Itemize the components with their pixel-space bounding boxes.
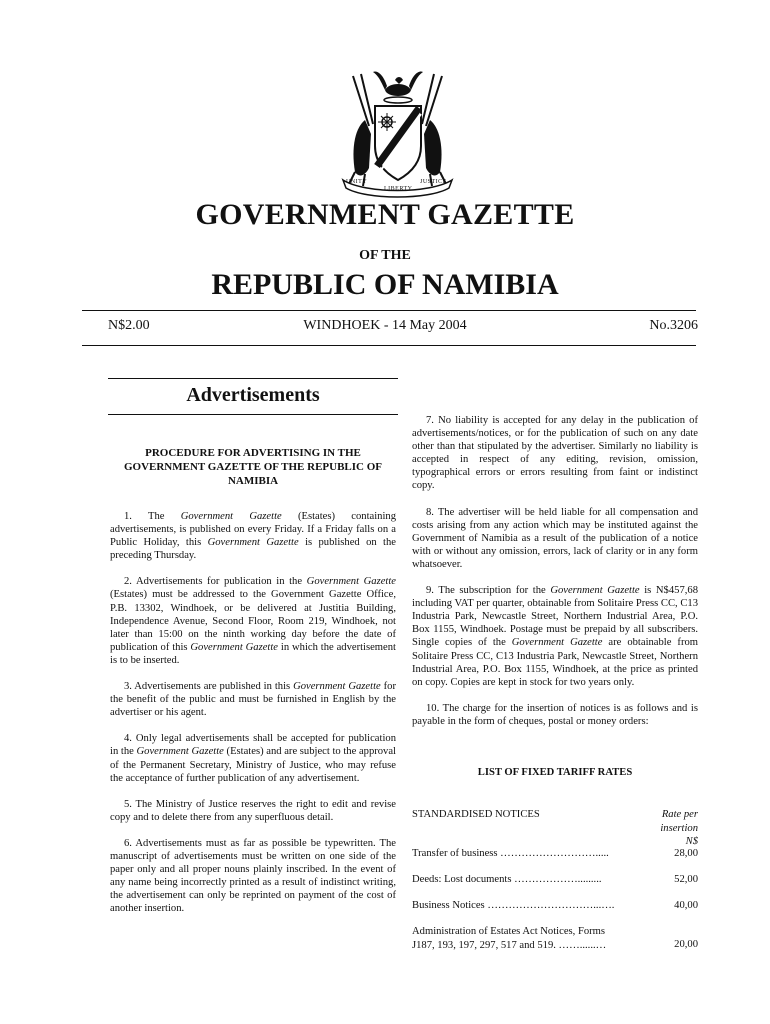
rate-header-line: insertion xyxy=(660,822,698,834)
paragraph: 5. The Ministry of Justice reserves the right to edit and revise copy and to delete there from any superfluous detail. xyxy=(110,798,396,823)
paragraph: 3. Advertisements are published in this Government Gazette for the benefit of the public and must be furnished in English by the advertiser or his agent. xyxy=(110,681,396,719)
tariff-col-rate xyxy=(638,808,698,849)
masthead-rule-top xyxy=(82,310,696,311)
paragraph: 9. The subscription for the Government Gazette is N$457,68 including VAT per quarter, obtainable from Solitaire Press CC, C13 Industria Park, Newcastle Street, Northern Industrial Area, P.O. Box 1155, Windhoek. Postage must be prepaid by all subscribers. Single copies of the Government Gazette are obtainable from Solitaire Press CC, C13 Industria Park, Newcastle Street, Northern Industrial Area, P.O. Box 1155, Windhoek, at the price as printed on copy. Copies are kept in stock for two years only. xyxy=(412,585,699,688)
paragraph: 6. Advertisements must as far as possible be typewritten. The manuscript of advertisements must be written on one side of the paper only and all proper nouns plainly inscribed. In the event of any name being incorrectly printed as a result of indistinct writing, the advertisement can only be reprinted on payment of the cost of another insertion. xyxy=(110,837,396,915)
paragraph: 4. Only legal advertisements shall be accepted for publication in the Government Gazette (Estates) and are subject to the approval of the Permanent Secretary, Ministry of Justice, who may refuse the acceptance of further publication of any advertisement. xyxy=(110,733,397,784)
procedure-heading: PROCEDURE FOR ADVERTISING IN THE GOVERNMENT GAZETTE OF THE REPUBLIC OF NAMIBIA xyxy=(123,447,383,487)
gazette-of-the: OF THE xyxy=(359,248,411,263)
issue-price: N$2.00 xyxy=(108,318,150,333)
crest-motto-liberty: LIBERTY xyxy=(384,186,413,192)
gazette-republic: REPUBLIC OF NAMIBIA xyxy=(211,268,559,301)
rate-header-line: Rate per xyxy=(661,809,698,820)
paragraph: 2. Advertisements for publication in the Government Gazette (Estates) must be addressed to the Government Gazette Office, P.B. 13302, Windhoek, or be delivered at Justitia Building, Independence Avenue, Second Floor, Room 219, Windhoek, not later than 15:00 on the ninth working day before the date of publication of this Government Gazette in which the advertisement is to be inserted. xyxy=(110,576,396,666)
tariff-header-row xyxy=(412,808,698,848)
tariff-item-label: Deeds: Lost documents ………………......... xyxy=(412,874,602,885)
paragraph: 1. The Government Gazette (Estates) containing advertisements, is published on every Friday. If a Friday falls on a Public Holiday, this Government Gazette is published on the preceding Thursday. xyxy=(110,511,397,562)
italic-title: Government Gazette xyxy=(293,681,381,693)
tariff-item-value: 52,00 xyxy=(674,874,698,885)
paragraph: 8. The advertiser will be held liable for all compensation and costs arising from any action which may be instituted against the Government of Namibia as a result of the publication of a notice with or without any omission, errors, lack of clarity or in any form whatsoever. xyxy=(412,506,698,570)
issue-number: No.3206 xyxy=(649,318,698,333)
section-rule-top xyxy=(108,378,398,379)
masthead-rule-bottom xyxy=(82,345,696,346)
paragraph: 7. No liability is accepted for any delay in the publication of advertisements/notices, or for the publication of such on any date other than that stipulated by the advertiser. Similarly no liability is accepted in respect of any editing, revision, omission, typographical errors or errors resulting from faint or indistinct copy. xyxy=(412,415,698,492)
italic-title: Government Gazette xyxy=(511,637,603,649)
italic-title: Government Gazette xyxy=(190,641,279,653)
left-column-text xyxy=(110,510,396,928)
tariff-item-label: Transfer of business ………………………..... xyxy=(412,848,609,859)
crest-motto-unity: UNITY xyxy=(346,179,368,185)
section-title: Advertisements xyxy=(186,384,320,406)
tariff-item-value: 28,00 xyxy=(674,848,698,859)
italic-title: Government Gazette xyxy=(306,576,396,588)
tariff-item-label xyxy=(412,925,640,952)
italic-title: Government Gazette xyxy=(550,585,640,597)
rate-header-line: N$ xyxy=(685,836,698,847)
issue-place-date: WINDHOEK - 14 May 2004 xyxy=(303,318,467,333)
tariff-item-value: 40,00 xyxy=(674,900,698,911)
tariff-item-label-line: Administration of Estates Act Notices, Forms xyxy=(412,926,606,937)
gazette-title: GOVERNMENT GAZETTE xyxy=(195,198,575,231)
italic-title: Government Gazette xyxy=(180,511,282,522)
tariff-heading: LIST OF FIXED TARIFF RATES xyxy=(477,767,633,778)
italic-title: Government Gazette xyxy=(136,746,224,758)
crest-motto-justice: JUSTICE xyxy=(420,179,447,185)
right-column-text xyxy=(412,414,698,741)
tariff-item-label: Business Notices …………………………...…. xyxy=(412,900,615,911)
paragraph: 10. The charge for the insertion of notices is as follows and is payable in the form of cheques, postal or money orders: xyxy=(412,702,698,727)
tariff-item-value: 20,00 xyxy=(674,939,698,950)
table-row xyxy=(412,925,698,955)
tariff-col-label: STANDARDISED NOTICES xyxy=(412,809,540,820)
section-rule-bottom xyxy=(108,414,398,415)
italic-title: Government Gazette xyxy=(207,537,299,549)
tariff-item-label-line: J187, 193, 197, 297, 517 and 519. ……......… xyxy=(412,939,607,951)
